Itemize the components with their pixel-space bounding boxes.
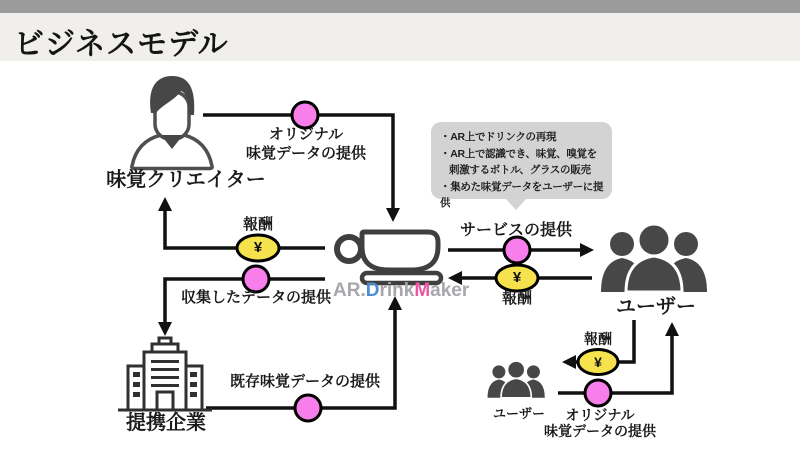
arrow-up-to-creator-icon	[158, 197, 172, 211]
logo-segment: D	[365, 280, 380, 301]
callout-line: ・集めた味覚データをユーザーに提供	[440, 180, 604, 209]
edge-partner-to-service	[206, 309, 395, 408]
edge-reward-right-label: 報酬	[501, 290, 532, 307]
edge-original-mini-label	[512, 407, 688, 439]
callout-line: ・AR上でドリンクの再現	[440, 131, 557, 143]
arrow-down-to-cup-icon	[386, 208, 400, 222]
data-token-circle	[292, 102, 318, 128]
edge-existing-data-label: 既存味覚データの提供	[229, 373, 380, 390]
service-description-callout	[431, 122, 612, 209]
diagram-shapes	[0, 61, 800, 450]
arrow-down-to-partner-icon	[158, 322, 172, 336]
edge-reward-mini-label: 報酬	[584, 331, 612, 347]
logo-segment: M	[414, 280, 431, 301]
data-token-circle	[585, 380, 611, 406]
arrow-up-to-users-icon	[665, 322, 679, 336]
title-band	[0, 13, 800, 61]
users-label: ユーザー	[616, 296, 696, 318]
callout-tail	[504, 197, 528, 210]
yen-symbol: ¥	[512, 269, 522, 286]
arrow-left-to-miniuser-icon	[562, 355, 576, 369]
creator-label: 味覚クリエイター	[106, 169, 266, 191]
edge-label-line: 味覚データの提供	[544, 423, 656, 439]
edge-label-line: オリジナル	[565, 407, 635, 423]
coffee-cup-icon	[337, 232, 441, 283]
callout-line: 刺激するボトル、グラスの販売	[449, 164, 591, 176]
person-avatar-icon	[132, 76, 212, 169]
edge-label-line: オリジナル	[268, 126, 344, 143]
mini-user-label: ユーザー	[492, 406, 545, 421]
logo-segment: aker	[430, 280, 470, 301]
yen-symbol: ¥	[594, 354, 602, 370]
office-building-icon	[118, 338, 212, 410]
user-group-icon	[601, 224, 707, 292]
edge-reward-left-label: 報酬	[242, 216, 273, 233]
edge-label-line: 味覚データの提供	[245, 144, 366, 162]
top-gray-bar	[0, 0, 800, 13]
edge-original-data-label	[224, 126, 388, 164]
arrow-right-to-users-icon	[580, 243, 594, 257]
edge-collected-data-label: 収集したデータの提供	[180, 289, 331, 306]
logo-segment: rink	[379, 280, 415, 301]
ar-drinkmaker-logo	[333, 280, 469, 302]
logo-segment: AR.	[333, 280, 366, 301]
yen-symbol: ¥	[253, 239, 263, 256]
data-token-circle	[295, 395, 321, 421]
user-group-icon-small	[488, 361, 545, 398]
slide-title: ビジネスモデル	[14, 28, 229, 61]
diagram-canvas	[0, 61, 800, 450]
callout-line: ・AR上で認識でき、味覚、嗅覚を	[440, 147, 597, 160]
edge-service-label: サービスの提供	[459, 222, 572, 239]
partner-label: 提携企業	[126, 412, 206, 434]
